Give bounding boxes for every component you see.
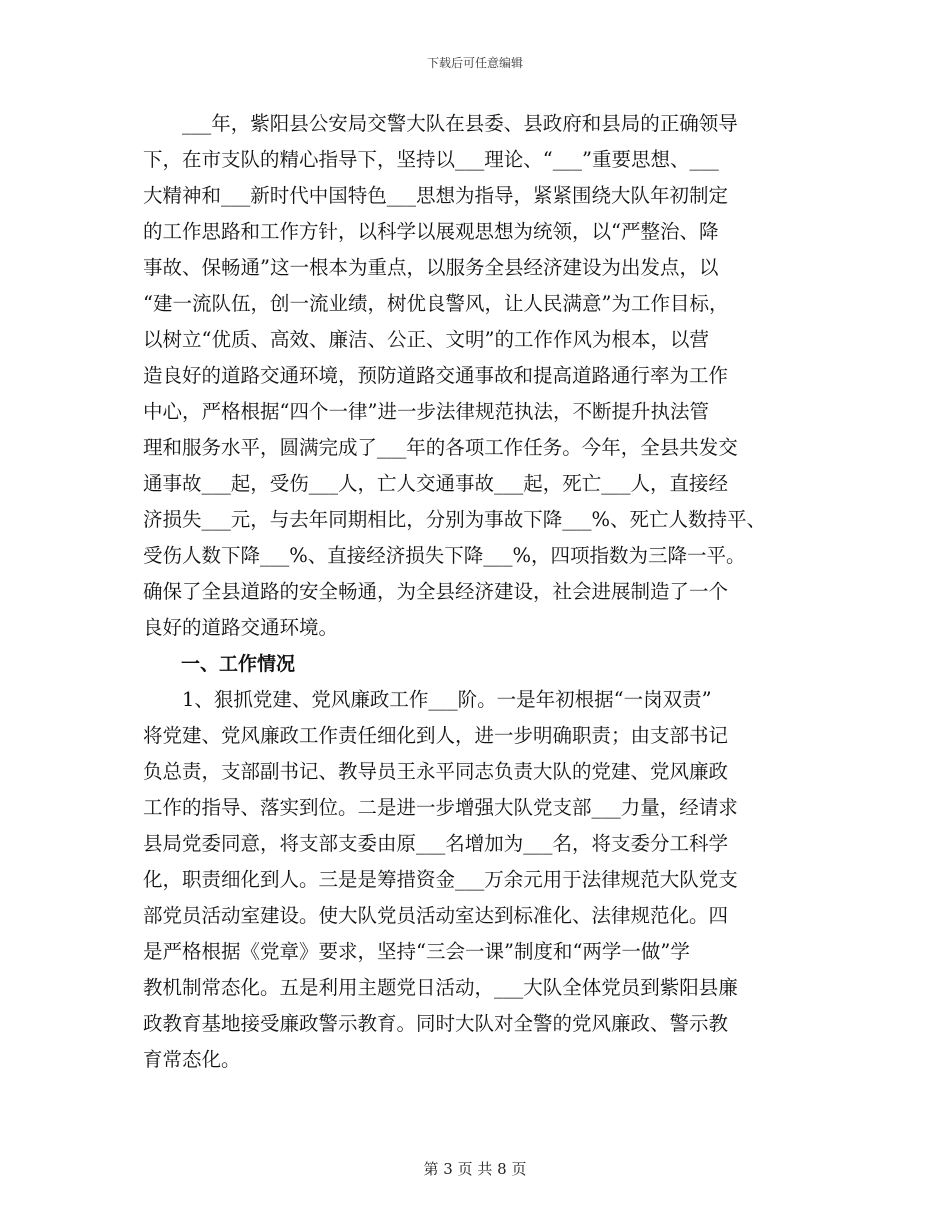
body-line: 教机制常态化。五是利用主题党日活动，___大队全体党员到紫阳县廉 [143,976,738,999]
body-line: 以树立“优质、高效、廉洁、公正、文明”的工作作风为根本，以营 [143,328,709,351]
body-line: 县局党委同意，将支部支委由原___名增加为___名，将支委分工科学 [143,832,729,855]
body-line: 通事故___起，受伤___人，亡人交通事故___起，死亡___人，直接经 [143,472,729,495]
body-line: 政教育基地接受廉政警示教育。同时大队对全警的党风廉政、警示教 [143,1012,729,1035]
body-line: 下，在市支队的精心指导下，坚持以___理论、“___”重要思想、___ [143,148,719,171]
body-line: 确保了全县道路的安全畅通，为全县经济建设，社会进展制造了一个 [143,580,729,603]
body-line: 化，职责细化到人。三是是筹措资金___万余元用于法律规范大队党支 [143,868,738,891]
body-line: ___年，紫阳县公安局交警大队在县委、县政府和县局的正确领导 [143,112,738,135]
body-line: 1、狠抓党建、党风廉政工作___阶。一是年初根据“一岗双责” [143,688,712,711]
body-line: 中心，严格根据“四个一律”进一步法律规范执法，不断提升执法管 [143,400,709,423]
document-body [143,106,823,1078]
body-line: 事故、保畅通”这一根本为重点，以服务全县经济建设为出发点，以 [143,256,719,279]
body-line: 理和服务水平，圆满完成了___年的各项工作任务。今年，全县共发交 [143,436,738,459]
body-line: 良好的道路交通环境。 [143,616,339,639]
body-line: 工作的指导、落实到位。二是进一步增强大队党支部___力量，经请求 [143,796,738,819]
body-line: 育常态化。 [143,1048,241,1071]
body-line: 负总责，支部副书记、教导员王永平同志负责大队的党建、党风廉政 [143,760,729,783]
body-line: 部党员活动室建设。使大队党员活动室达到标准化、法律规范化。四 [143,904,729,927]
body-line: 济损失___元，与去年同期相比，分别为事故下降___%、死亡人数持平、 [143,508,767,531]
page-footer: 第 3 页 共 8 页 [423,1160,527,1178]
page-header: 下载后可任意编辑 [426,56,523,70]
section-heading: 一、工作情况 [143,653,296,675]
body-line: 受伤人数下降___%、直接经济损失下降___%，四项指数为三降一平。 [143,544,746,567]
body-line: 是严格根据《党章》要求，坚持“三会一课”制度和“两学一做”学 [143,940,690,963]
body-line: “建一流队伍，创一流业绩，树优良警风，让人民满意”为工作目标， [143,292,729,315]
body-line: 大精神和___新时代中国特色___思想为指导，紧紧围绕大队年初制定 [143,184,729,207]
body-line: 将党建、党风廉政工作责任细化到人，进一步明确职责；由支部书记 [143,724,729,747]
body-line: 的工作思路和工作方针，以科学以展观思想为统领，以“严整治、降 [143,220,719,243]
body-line: 造良好的道路交通环境，预防道路交通事故和提高道路通行率为工作 [143,364,729,387]
